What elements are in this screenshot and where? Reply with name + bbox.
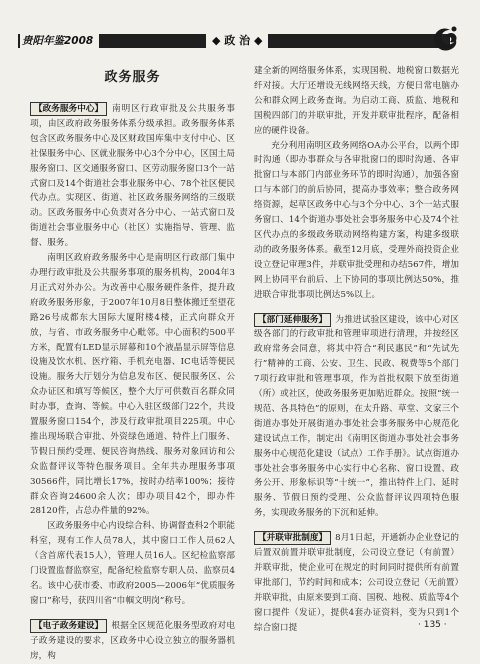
section-tag-department-extension: 【部门延伸服务】 [254,313,331,327]
right-column [254,64,459,636]
book-title: 贵阳年鉴2008 [20,32,99,50]
paragraph-center-relocation: 南明区政府政务服务中心是南明区行政部门集中办理行政审批及公共服务事项的服务机构，2004年3月正式对外办公。为改善中心服务硬件条件，提升政府政务服务形象，于2007年10月8日整体搬迁至望花路26号成都东大国际大厦附楼4楼，正式向群众开放，与省、市政务服务中心毗邻。中心面积约500平方米，配置有LED显示屏幕和10个液晶显示屏等信息设施及饮水机、医疗箱、手机充电器、IC电话等便民设施。服务大厅划分为信息发布区、便民服务区、公众办证区和填写等候区，整个大厅可供数百名群众同时办事，查询、等候。中心入驻区级部门22个，共设置服务窗口154个，涉及行政审批项目225项。中心推出现场联合审批、外资绿色通道、特件上门服务、节假日预约受理、便民咨询热线、服务对象回访和公众监督评议等特色服务项目。全年共办理服务事项30566件，同比增长17%，按时办结率100%；接待群众咨询24600余人次；即办项目42个，即办件28120件，占总办件量的92%。 [30,253,235,517]
section-gap [254,521,459,531]
paragraph-text: 南明区行政审批及公共服务事项，由区政府政务服务体系分级承担。政务服务体系包含区政务服务中心及区财政国库集中支付中心、区社保服务中心、区就业服务中心3个分中心，区国土局服务窗口、区交通服务窗口、区劳动服务窗口3个一站式窗口及14个街道社会事业服务中心、78个社区便民代办点。实现区、街道、社区政务服务网络的三级联动。区政务服务中心负责对各分中心、一站式窗口及街道社会事业服务中心（社区）实施指导、管理、监督、服务。 [30,104,235,249]
page-header [0,0,480,54]
paragraph-text: 为推进试验区建设，该中心对区级各部门的行政审批和管理审项进行清理，并按经区政府常务会同意，将其中符合“利民惠民”和“先试先行”精神的工商、公安、卫生、民政、税费等5个部门7项行政审批和管理事项，作为首批权限下放至街道（所）或社区，使政务服务更加贴近群众。按照“统一规范、各具特色”的原则，在太升路、草堂、文家三个街道办事处开展街道办事处社会事务服务中心规范化建设试点工作，制定出《南明区街道办事处社会事务服务中心规范化建设（试点）工作手册》。试点街道办事处社会事务服务中心实行中心名称、窗口设置、政务公开、形象标识等“十统一”，推出特件上门、延时服务、节假日预约受理、公众监督评议四项特色服务，实现政务服务的下沉和延伸。 [254,314,459,519]
section-title: ◆ 政 治 ◆ [206,32,268,50]
paragraph-department-extension [254,313,459,522]
article-title: 政务服务 [104,70,161,85]
paragraph-text: 8月1日起，开通新办企业登记的后置双前置并联审批制度，公司设立登记（有前置）并联审批，使企业可在规定的时间同时提供所有前置审批部门，节约时间和成本；公司设立登记（无前置）并联审批，由原来要到工商、国税、地税、质监等4个窗口提件（发证），提供4套办证资料，变为只到1个综合窗口提 [254,533,459,633]
paragraph-text: 根据全区规范化服务型政府对电子政务建设的要求，区政务中心设立独立的服务器机房，构 [30,620,235,661]
section-tag-e-government: 【电子政务建设】 [30,619,107,633]
section-tag-parallel-approval: 【并联审批制度】 [254,531,331,545]
section-gap [30,609,235,619]
section-tag-service-center: 【政务服务中心】 [30,102,107,116]
page-number: · 135 · [418,620,447,630]
paragraph-e-government [30,619,235,664]
yearbook-logo-icon [428,20,464,56]
paragraph-oa-platform: 充分利用南明区政务网络OA办公平台，以两个即时沟通（即办事群众与各审批窗口的即时沟通、各审批窗口与本部门内部业务环节的即时沟通），加强各窗口与本部门的前后协同，提高办事效率；整合政务网络资源，起草区政务中心与3个分中心、3个一站式服务窗口、14个街道办事处社会事务服务中心及74个社区代办点的多级政务联动网络构建方案，构建多级联动的政务服务体系。截至12月底，受理外商投资企业设立登记审理3件，并联审批受理和办结567件，增加网上协同平台前后、上下协同的事项比例达50%，推进联合审批事项比例达5%以上。 [254,140,459,300]
section-gap [254,303,459,313]
paragraph-center-staff: 区政务服务中心内设综合科、协调督查科2个职能科室，现有工作人员78人，其中窗口工作人员62人（含首席代表15人），管理人员16人。区纪检监察部门设置监督监察室，配备纪检监察专职人员、监察员4名。该中心获市委、市政府2005—2006年“优质服务窗口”称号，获四川省“巾帼文明岗”称号。 [30,521,235,606]
left-column [30,64,235,664]
paragraph-government-service-center [30,102,235,251]
paragraph-network-system: 建全新的网络服务体系，实现国税、地税窗口数据光纤对接。大厅还增设无线网络天线，方便日常电脑办公和群众网上政务查询。为启动工商、质监、地税和国税四部门的并联审批，开发并联审批程序，配备相应的硬件设备。 [254,66,459,136]
